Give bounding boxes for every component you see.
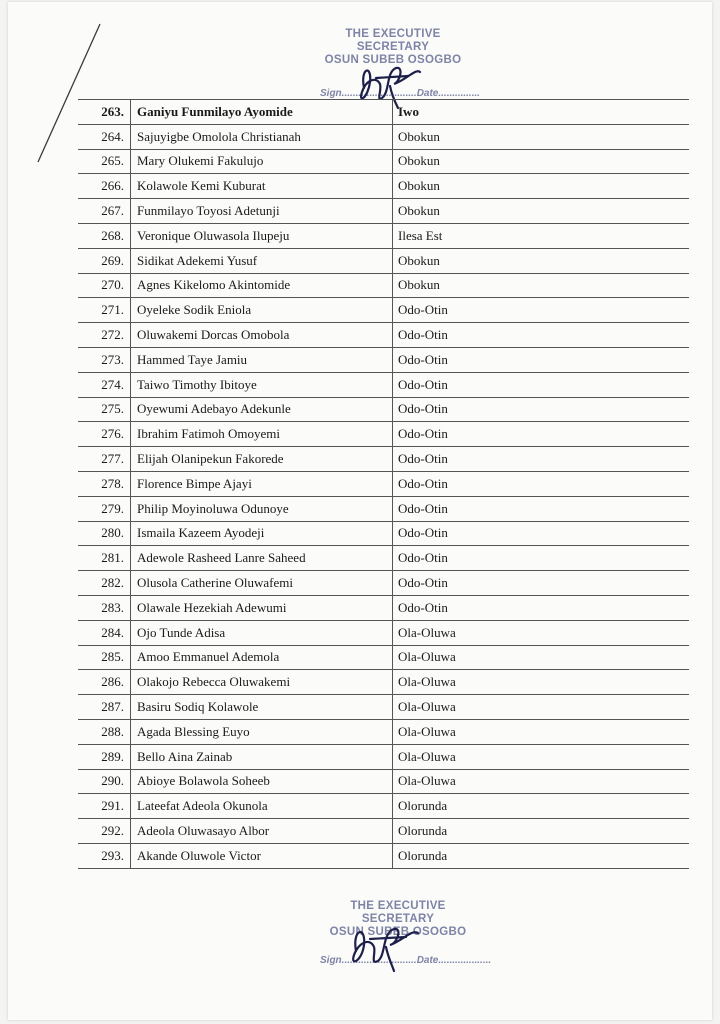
row-name: Oyeleke Sodik Eniola xyxy=(131,298,393,323)
row-name: Adewole Rasheed Lanre Saheed xyxy=(131,546,393,571)
row-name: Ismaila Kazeem Ayodeji xyxy=(131,521,393,546)
row-lga: Ola-Oluwa xyxy=(393,620,690,645)
stamp-bottom-line2: OSUN SUBEB OSOGBO xyxy=(329,926,467,938)
row-number: 276. xyxy=(78,422,131,447)
row-lga: Ola-Oluwa xyxy=(393,670,690,695)
row-lga: Obokun xyxy=(393,124,690,149)
row-name: Hammed Taye Jamiu xyxy=(131,347,393,372)
row-lga: Obokun xyxy=(393,149,690,174)
row-number: 263. xyxy=(78,100,131,125)
stamp-top-line2: OSUN SUBEB OSOGBO xyxy=(324,54,462,66)
stamp-bottom-sign-label: Sign xyxy=(320,955,342,966)
row-number: 265. xyxy=(78,149,131,174)
row-name: Sidikat Adekemi Yusuf xyxy=(131,248,393,273)
row-number: 286. xyxy=(78,670,131,695)
table-row xyxy=(78,595,689,620)
stamp-bottom-line1: THE EXECUTIVE SECRETARY xyxy=(350,900,446,925)
signature-icon xyxy=(340,917,424,973)
row-name: Basiru Sodiq Kolawole xyxy=(131,695,393,720)
table-row xyxy=(78,100,689,125)
row-lga: Odo-Otin xyxy=(393,496,690,521)
row-number: 270. xyxy=(78,273,131,298)
row-name: Olusola Catherine Oluwafemi xyxy=(131,571,393,596)
row-name: Philip Moyinoluwa Odunoye xyxy=(131,496,393,521)
table-row xyxy=(78,347,689,372)
row-name: Abioye Bolawola Soheeb xyxy=(131,769,393,794)
row-number: 285. xyxy=(78,645,131,670)
row-lga: Obokun xyxy=(393,273,690,298)
row-name: Kolawole Kemi Kuburat xyxy=(131,174,393,199)
row-name: Oyewumi Adebayo Adekunle xyxy=(131,397,393,422)
table-row xyxy=(78,273,689,298)
row-name: Funmilayo Toyosi Adetunji xyxy=(131,199,393,224)
row-lga: Obokun xyxy=(393,174,690,199)
row-lga: Odo-Otin xyxy=(393,595,690,620)
row-lga: Iwo xyxy=(393,100,690,125)
table-row xyxy=(78,769,689,794)
row-lga: Odo-Otin xyxy=(393,571,690,596)
row-number: 284. xyxy=(78,620,131,645)
table-row xyxy=(78,521,689,546)
row-number: 275. xyxy=(78,397,131,422)
stamp-top-date-label: Date xyxy=(416,88,439,99)
table-row xyxy=(78,645,689,670)
table-row xyxy=(78,397,689,422)
row-number: 271. xyxy=(78,298,131,323)
stamp-top-sign-label: Sign xyxy=(320,88,342,99)
row-name: Florence Bimpe Ajayi xyxy=(131,471,393,496)
table-row xyxy=(78,546,689,571)
row-lga: Odo-Otin xyxy=(393,447,690,472)
row-number: 288. xyxy=(78,719,131,744)
table-row xyxy=(78,223,689,248)
row-lga: Ola-Oluwa xyxy=(393,645,690,670)
row-number: 279. xyxy=(78,496,131,521)
row-lga: Odo-Otin xyxy=(393,422,690,447)
row-lga: Odo-Otin xyxy=(393,372,690,397)
row-name: Elijah Olanipekun Fakorede xyxy=(131,447,393,472)
table-row xyxy=(78,670,689,695)
table-row xyxy=(78,471,689,496)
table-row xyxy=(78,620,689,645)
row-number: 292. xyxy=(78,819,131,844)
row-name: Olawale Hezekiah Adewumi xyxy=(131,595,393,620)
row-number: 266. xyxy=(78,174,131,199)
row-lga: Odo-Otin xyxy=(393,298,690,323)
row-number: 283. xyxy=(78,595,131,620)
row-name: Ganiyu Funmilayo Ayomide xyxy=(131,100,393,125)
table-row xyxy=(78,819,689,844)
row-number: 272. xyxy=(78,323,131,348)
row-number: 273. xyxy=(78,347,131,372)
table-row xyxy=(78,149,689,174)
row-name: Olakojo Rebecca Oluwakemi xyxy=(131,670,393,695)
row-name: Amoo Emmanuel Ademola xyxy=(131,645,393,670)
row-name: Mary Olukemi Fakulujo xyxy=(131,149,393,174)
row-name: Ojo Tunde Adisa xyxy=(131,620,393,645)
row-lga: Odo-Otin xyxy=(393,347,690,372)
table-row xyxy=(78,843,689,868)
document-page xyxy=(8,2,712,1020)
row-number: 282. xyxy=(78,571,131,596)
row-number: 269. xyxy=(78,248,131,273)
row-lga: Ola-Oluwa xyxy=(393,744,690,769)
row-number: 290. xyxy=(78,769,131,794)
row-name: Akande Oluwole Victor xyxy=(131,843,393,868)
row-number: 278. xyxy=(78,471,131,496)
table-row xyxy=(78,248,689,273)
row-name: Agada Blessing Euyo xyxy=(131,719,393,744)
row-number: 287. xyxy=(78,695,131,720)
stamp-bottom-signline: Sign...........................Date................... xyxy=(320,955,492,966)
row-lga: Ola-Oluwa xyxy=(393,769,690,794)
row-name: Agnes Kikelomo Akintomide xyxy=(131,273,393,298)
records-table xyxy=(78,99,689,869)
row-lga: Ola-Oluwa xyxy=(393,695,690,720)
table-row xyxy=(78,719,689,744)
row-number: 268. xyxy=(78,223,131,248)
row-lga: Odo-Otin xyxy=(393,397,690,422)
row-name: Lateefat Adeola Okunola xyxy=(131,794,393,819)
row-lga: Olorunda xyxy=(393,843,690,868)
stamp-bottom-date-label: Date xyxy=(416,955,439,966)
row-name: Ibrahim Fatimoh Omoyemi xyxy=(131,422,393,447)
row-number: 280. xyxy=(78,521,131,546)
row-name: Oluwakemi Dorcas Omobola xyxy=(131,323,393,348)
row-number: 293. xyxy=(78,843,131,868)
row-number: 267. xyxy=(78,199,131,224)
row-number: 274. xyxy=(78,372,131,397)
row-lga: Obokun xyxy=(393,248,690,273)
table-row xyxy=(78,422,689,447)
row-lga: Odo-Otin xyxy=(393,471,690,496)
stamp-top-signline: Sign...........................Date............... xyxy=(320,88,481,99)
row-lga: Ola-Oluwa xyxy=(393,719,690,744)
row-lga: Odo-Otin xyxy=(393,521,690,546)
row-lga: Odo-Otin xyxy=(393,546,690,571)
table-row xyxy=(78,199,689,224)
row-lga: Olorunda xyxy=(393,794,690,819)
row-name: Sajuyigbe Omolola Christianah xyxy=(131,124,393,149)
row-number: 277. xyxy=(78,447,131,472)
table-row xyxy=(78,496,689,521)
row-name: Adeola Oluwasayo Albor xyxy=(131,819,393,844)
table-row xyxy=(78,298,689,323)
table-row xyxy=(78,174,689,199)
table-row xyxy=(78,695,689,720)
table-row xyxy=(78,571,689,596)
row-number: 281. xyxy=(78,546,131,571)
table-row xyxy=(78,794,689,819)
row-name: Veronique Oluwasola Ilupeju xyxy=(131,223,393,248)
row-lga: Odo-Otin xyxy=(393,323,690,348)
row-number: 289. xyxy=(78,744,131,769)
table-row xyxy=(78,323,689,348)
row-name: Bello Aina Zainab xyxy=(131,744,393,769)
row-lga: Obokun xyxy=(393,199,690,224)
table-row xyxy=(78,447,689,472)
table-row xyxy=(78,372,689,397)
stamp-top-line1: THE EXECUTIVE SECRETARY xyxy=(345,28,441,53)
row-lga: Ilesa Est xyxy=(393,223,690,248)
row-name: Taiwo Timothy Ibitoye xyxy=(131,372,393,397)
table-row xyxy=(78,744,689,769)
row-number: 264. xyxy=(78,124,131,149)
row-lga: Olorunda xyxy=(393,819,690,844)
row-number: 291. xyxy=(78,794,131,819)
table-row xyxy=(78,124,689,149)
